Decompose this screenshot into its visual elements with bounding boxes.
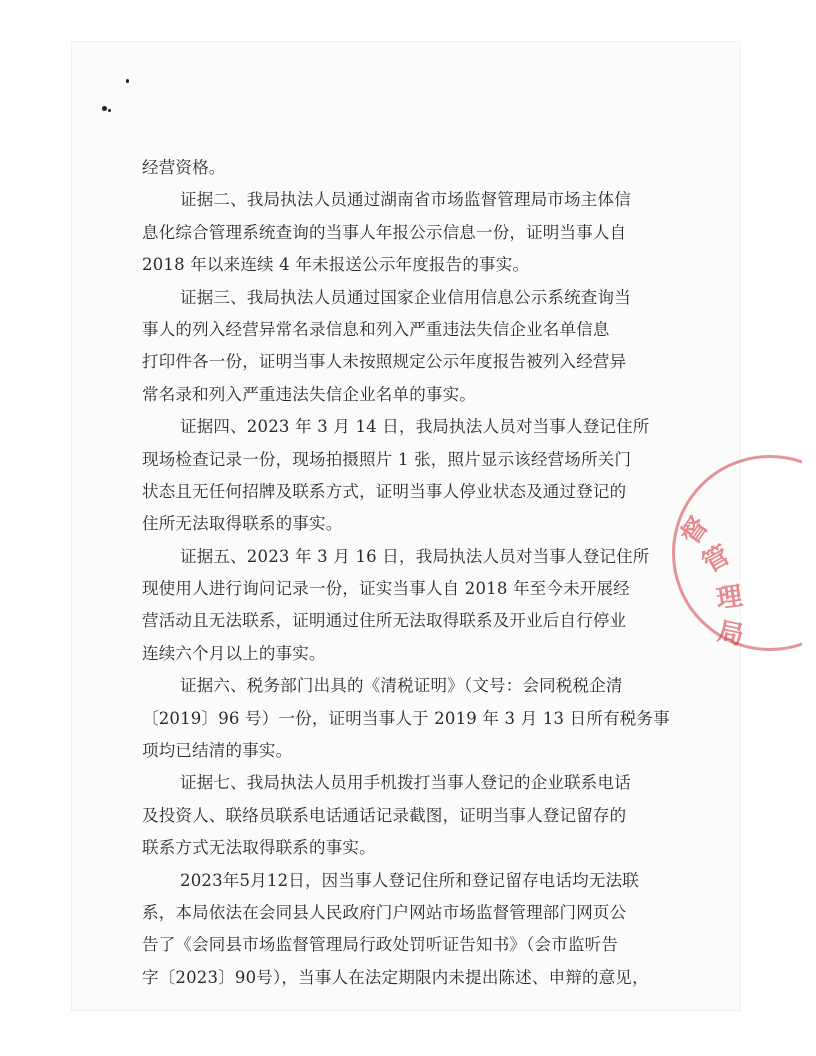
text-line: 及投资人、联络员联系电话通话记录截图，证明当事人登记留存的 xyxy=(142,805,627,825)
text-line: 息化综合管理系统查询的当事人年报公示信息一份，证明当事人自 xyxy=(142,222,627,242)
text-line: 常名录和列入严重违法失信企业名单的事实。 xyxy=(142,384,476,404)
seal-character: 督 xyxy=(675,511,715,551)
scan-speck xyxy=(102,106,107,111)
text-line: 证据四、2023 年 3 月 14 日，我局执法人员对当事人登记住所 xyxy=(180,417,650,437)
seal-character: 理 xyxy=(714,581,745,615)
text-line: 现场检查记录一份，现场拍摄照片 1 张，照片显示该经营场所关门 xyxy=(142,449,632,469)
text-line: 证据二、我局执法人员通过湖南省市场监督管理局市场主体信 xyxy=(180,190,631,210)
document-page xyxy=(72,42,747,1010)
text-line: 状态且无任何招牌及联系方式，证明当事人停业状态及通过登记的 xyxy=(142,481,627,501)
scan-speck xyxy=(126,79,129,83)
text-line: 告了《会同县市场监督管理局行政处罚听证告知书》（会市监听告 xyxy=(142,935,619,955)
document-body xyxy=(142,152,670,994)
text-line: 证据三、我局执法人员通过国家企业信用信息公示系统查询当 xyxy=(180,287,631,307)
text-line: 证据六、税务部门出具的《清税证明》（文号：会同税税企清 xyxy=(180,676,623,696)
text-line: 营活动且无法联系，证明通过住所无法取得联系及开业后自行停业 xyxy=(142,611,627,631)
text-line: 证据五、2023 年 3 月 16 日，我局执法人员对当事人登记住所 xyxy=(180,546,650,566)
text-line: 项均已结清的事实。 xyxy=(142,741,293,761)
text-line: 事人的列入经营异常名录信息和列入严重违法失信企业名单信息 xyxy=(142,319,610,339)
text-line: 2018 年以来连续 4 年未报送公示年度报告的事实。 xyxy=(142,255,530,275)
scan-speck xyxy=(108,109,111,112)
text-line: 字〔2023〕90号），当事人在法定期限内未提出陈述、申辩的意见， xyxy=(142,967,649,987)
text-line: 连续六个月以上的事实。 xyxy=(142,643,326,663)
seal-character: 局 xyxy=(714,616,747,652)
official-seal xyxy=(672,455,802,655)
text-line: 联系方式无法取得联系的事实。 xyxy=(142,838,376,858)
seal-character: 管 xyxy=(697,540,736,580)
text-line: 〔2019〕96 号）一份，证明当事人于 2019 年 3 月 13 日所有税务事 xyxy=(142,708,670,728)
text-line: 证据七、我局执法人员用手机拨打当事人登记的企业联系电话 xyxy=(180,773,631,793)
text-line: 打印件各一份，证明当事人未按照规定公示年度报告被列入经营异 xyxy=(142,352,627,372)
text-line: 现使用人进行询问记录一份，证实当事人自 2018 年至今未开展经 xyxy=(142,579,630,599)
text-line: 系，本局依法在会同县人民政府门户网站市场监督管理部门网页公 xyxy=(142,902,627,922)
text-line: 住所无法取得联系的事实。 xyxy=(142,514,343,534)
text-line: 经营资格。 xyxy=(142,158,226,177)
text-line: 2023年5月12日，因当事人登记住所和登记留存电话均无法联 xyxy=(180,870,639,890)
